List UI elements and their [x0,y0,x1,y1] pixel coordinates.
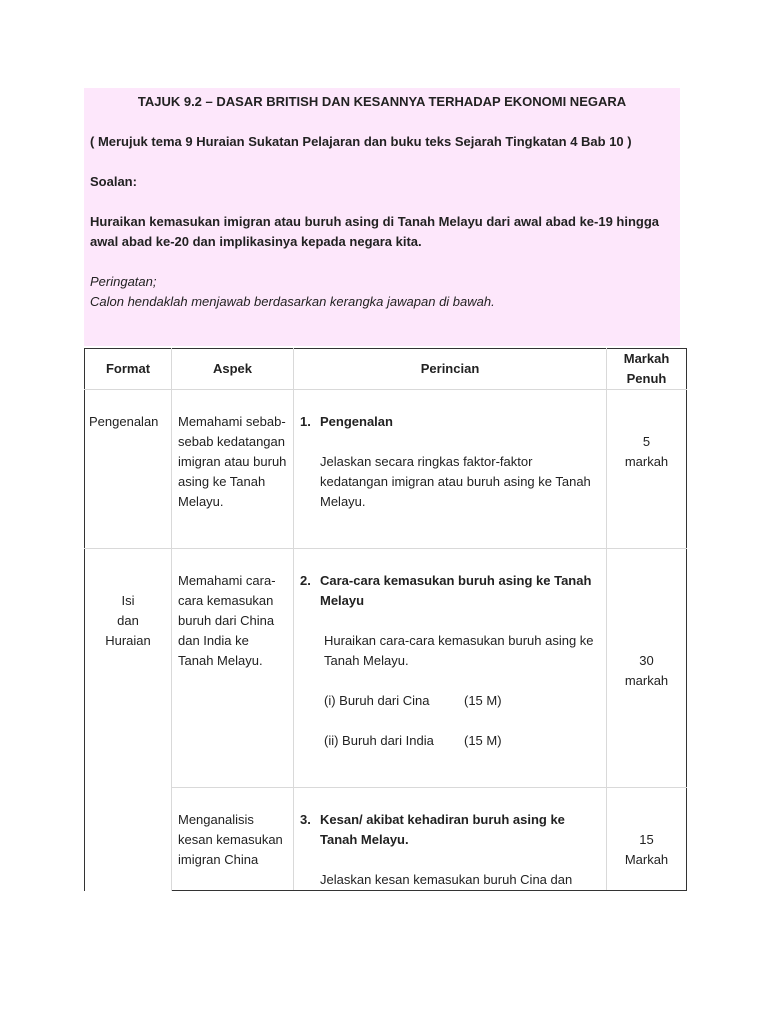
warning [90,272,674,312]
sub-item [300,691,600,711]
sub-item [300,731,600,751]
perincian-cell [294,549,607,788]
page-title: TAJUK 9.2 – DASAR BRITISH DAN KESANNYA TERHADAP EKONOMI NEGARA [137,94,627,109]
question-text: Huraikan kemasukan imigran atau buruh asing di Tanah Melayu dari awal abad ke-19 hingga awal abad ke-20 dan implikasinya kepada negara kita. [90,214,660,249]
table-row [85,549,687,788]
markah-value: 5 [642,434,651,449]
aspek-cell [172,390,294,549]
heading-text: Pengenalan [320,414,393,429]
perincian-cell [294,788,607,891]
sub-item-mark: (15 M) [464,733,502,748]
format-isi-huraian [85,549,171,651]
markah-unit: Markah [624,852,669,867]
sub-item-mark: (15 M) [464,693,502,708]
aspek-text: Memahami sebab-sebab kedatangan imigran atau buruh asing ke Tanah Melayu. [178,414,287,509]
sub-item-label: (i) Buruh dari Cina [324,693,430,708]
format-line: Huraian [105,633,151,648]
table-header-row [85,349,687,390]
header-perincian: Perincian [294,349,607,390]
perincian-heading [300,571,600,611]
format-line: Isi [121,593,135,608]
warning-text: Calon hendaklah menjawab berdasarkan kerangka jawapan di bawah. [90,294,495,309]
markah-value: 30 [639,653,654,668]
format-pengenalan: Pengenalan [89,414,159,429]
warning-label: Peringatan; [90,274,157,289]
aspek-text: Menganalisis kesan kemasukan imigran China [178,812,283,867]
perincian-heading [300,412,600,432]
header-markah: Markah Penuh [607,349,687,390]
sub-item-label: (ii) Buruh dari India [324,733,434,748]
markah-cell [607,788,687,891]
perincian-cell [294,390,607,549]
header-format: Format [85,349,172,390]
format-cell [85,549,172,891]
table-row [85,390,687,549]
perincian-heading [300,810,600,850]
markah-unit: markah [624,673,669,688]
header-aspek: Aspek [172,349,294,390]
markah-value: 15 [639,832,654,847]
item-number: 3. [300,812,311,827]
table-row [85,788,687,891]
item-number: 1. [300,414,311,429]
question-header [84,88,680,346]
format-cell [85,390,172,549]
aspek-cell [172,788,294,891]
format-line: dan [117,613,139,628]
soalan-label: Soalan: [90,174,137,189]
heading-text: Cara-cara kemasukan buruh asing ke Tanah Melayu [320,573,592,608]
reference-text: ( Merujuk tema 9 Huraian Sukatan Pelajaran dan buku teks Sejarah Tingkatan 4 Bab 10 ) [90,134,632,149]
heading-text: Kesan/ akibat kehadiran buruh asing ke Tanah Melayu. [320,812,565,847]
markah-cell [607,390,687,549]
aspek-cell [172,549,294,788]
answer-framework-table [84,348,687,891]
perincian-body: Huraikan cara-cara kemasukan buruh asing ke Tanah Melayu. [324,633,594,668]
aspek-text: Memahami cara-cara kemasukan buruh dari China dan India ke Tanah Melayu. [178,573,276,668]
perincian-body: Jelaskan secara ringkas faktor-faktor kedatangan imigran atau buruh asing ke Tanah Melayu. [320,454,591,509]
markah-unit: markah [624,454,669,469]
item-number: 2. [300,573,311,588]
perincian-body: Jelaskan kesan kemasukan buruh Cina dan [320,872,573,887]
markah-cell [607,549,687,788]
